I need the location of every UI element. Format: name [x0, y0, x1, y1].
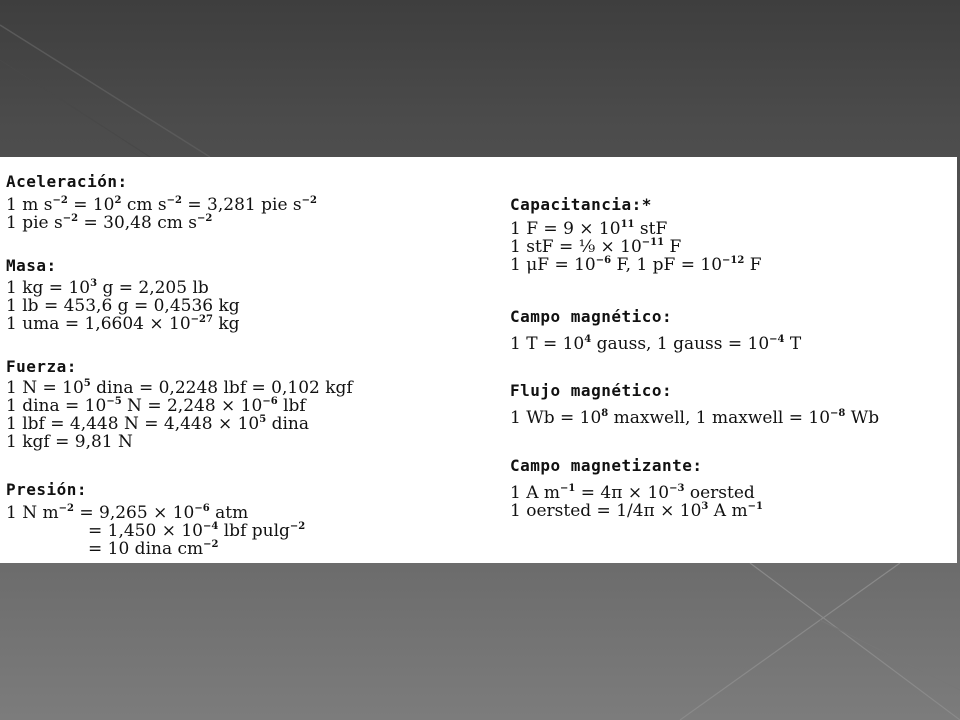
- heading-campo-magnetico: Campo magnético:: [510, 307, 673, 326]
- campo-magnetizante-line-2: 1 oersted = $1/4\pi \times 10^3$ A $m^{-1}$: [510, 501, 763, 521]
- presion-line-3: = 10 dina $cm^{-2}$: [88, 539, 219, 559]
- section-fuerza: [6, 357, 353, 451]
- fuerza-line-2: 1 dina = $10^{-5}$ $N = 2,248 \times 10^{-6}$ lbf: [6, 396, 306, 416]
- section-aceleracion: [6, 172, 317, 232]
- section-campo-magnetizante: [510, 456, 763, 520]
- aceleracion-line-2: 1 pie $s^{-2} = 30,48$ cm $s^{-2}$: [6, 213, 213, 233]
- presion-line-2: = $1,450 \times 10^{-4}$ lbf pulg$^{-2}$: [88, 521, 306, 541]
- fuerza-line-4: 1 kgf = 9,81 N: [6, 432, 133, 452]
- section-masa: [6, 256, 240, 333]
- fuerza-line-3: 1 lbf = 4,448 $N = 4,448 \times 10^5$ dina: [6, 414, 310, 434]
- capacitancia-line-1: 1 $F = 9 \times 10^{11}$ stF: [510, 219, 668, 239]
- heading-fuerza: Fuerza:: [6, 357, 77, 376]
- scanned-table: [0, 157, 957, 563]
- section-capacitancia: [510, 195, 762, 274]
- heading-masa: Masa:: [6, 256, 57, 275]
- flujo-magnetico-line-1: 1 $Wb = 10^8$ maxwell, 1 maxwell = $10^{-8}$ Wb: [510, 408, 880, 428]
- masa-line-1: 1 kg = $10^3$ g = 2,205 lb: [6, 278, 209, 298]
- presion-line-1: 1 N $m^{-2} = 9,265 \times 10^{-6}$ atm: [6, 503, 249, 523]
- heading-flujo-magnetico: Flujo magnético:: [510, 381, 673, 400]
- section-campo-magnetico: [510, 307, 801, 353]
- fuerza-line-1: 1 $N = 10^5$ dina = 0,2248 lbf = 0,102 kgf: [6, 378, 353, 398]
- heading-aceleracion: Aceleración:: [6, 172, 128, 191]
- campo-magnetizante-line-1: 1 A $m^{-1} = 4\pi \times 10^{-3}$ oersted: [510, 483, 755, 503]
- section-presion: [6, 480, 305, 558]
- capacitancia-line-2: 1 stF = ⅑ × $10^{-11}$ F: [510, 237, 682, 257]
- campo-magnetico-line-1: 1 $T = 10^4$ gauss, 1 gauss = $10^{-4}$ T: [510, 334, 802, 354]
- section-flujo-magnetico: [510, 381, 879, 427]
- heading-campo-magnetizante: Campo magnetizante:: [510, 456, 703, 475]
- aceleracion-line-1: 1 m $s^{-2} = 10^2$ cm $s^{-2} = 3,281$ pie $s^{-2}$: [6, 195, 317, 215]
- masa-line-2: 1 lb = 453,6 g = 0,4536 kg: [6, 296, 240, 316]
- masa-line-3: 1 uma = $1,6604 \times 10^{-27}$ kg: [6, 314, 240, 334]
- capacitancia-line-3: 1 $\mu F = 10^{-6}$ F, 1 pF = $10^{-12}$ F: [510, 255, 762, 275]
- heading-presion: Presión:: [6, 480, 88, 499]
- heading-capacitancia: Capacitancia:*: [510, 195, 652, 214]
